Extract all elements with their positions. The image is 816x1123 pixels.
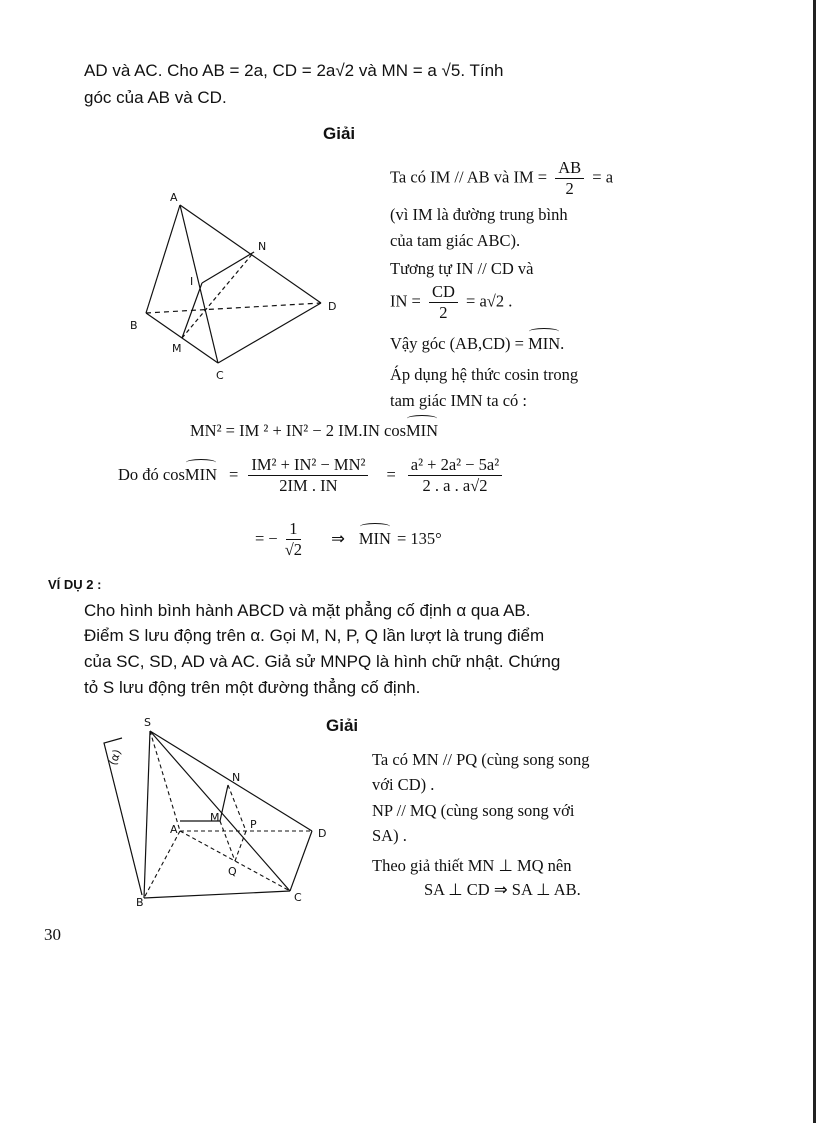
label-c: C <box>216 369 224 382</box>
frac-num: CD <box>429 282 458 303</box>
segment-pq-hidden <box>235 831 246 861</box>
segment-in <box>202 252 254 283</box>
edge-cd <box>218 303 321 363</box>
eq3-equals: = − <box>255 529 278 548</box>
label-i: I <box>190 275 194 288</box>
sol2-line-2: với CD) . <box>372 775 435 794</box>
solution-1-title: Giải <box>323 124 356 143</box>
sol1-text-6a: Vậy góc (AB,CD) = <box>390 334 524 353</box>
figure-1-tetrahedron <box>118 185 348 385</box>
sol1-text-5b: = a√2 . <box>466 291 513 311</box>
edge-bc <box>144 891 290 898</box>
label-b: B <box>130 319 138 332</box>
frac-num: IM² + IN² − MN² <box>248 455 368 476</box>
label-s: S <box>144 716 151 729</box>
frac-den: 2 <box>565 179 574 198</box>
eq2-equals: = <box>229 465 239 484</box>
sol2-line-3: NP // MQ (cùng song song với <box>372 801 575 820</box>
ex2-line-3: của SC, SD, AD và AC. Giả sử MNPQ là hình chữ nhật. Chứng <box>84 652 561 671</box>
edge-ac <box>180 205 218 363</box>
fraction-cos-formula <box>248 455 368 496</box>
label-m: M <box>210 811 220 824</box>
edge-sc <box>150 731 290 891</box>
label-p: P <box>250 818 257 831</box>
sol1-line-7: Áp dụng hệ thức cosin trong <box>390 365 579 384</box>
page-number: 30 <box>44 925 61 944</box>
equation-cosine-law <box>190 418 438 444</box>
label-q: Q <box>228 865 237 878</box>
frac-num: a² + 2a² − 5a² <box>408 455 502 476</box>
frac-num: AB <box>555 158 584 179</box>
sol2-line-4: SA) . <box>372 826 407 845</box>
sol1-line-8: tam giác IMN ta có : <box>390 391 527 410</box>
frac-den: √2 <box>284 539 303 559</box>
label-alpha: (α) <box>106 747 124 768</box>
frac-num: 1 <box>286 519 300 540</box>
eq2-prefix: Do đó cos <box>118 465 185 484</box>
intro-line-2: góc của AB và CD. <box>84 88 227 107</box>
fraction-one-over-root2 <box>282 519 305 560</box>
angle-min: MIN <box>406 418 438 444</box>
fraction-cd-over-2 <box>429 282 458 323</box>
sol1-line-2: (vì IM là đường trung bình <box>390 205 568 224</box>
intro-line-1: AD và AC. Cho AB = 2a, CD = 2a√2 và MN = a √5. Tính <box>84 61 504 80</box>
sol1-text-1-end: = a <box>592 167 614 187</box>
sol1-line-6: Vậy góc (AB,CD) = MIN. <box>390 331 564 357</box>
frac-den: 2 . a . a√2 <box>422 475 488 495</box>
label-a: A <box>170 191 178 204</box>
equation-result <box>255 514 442 564</box>
angle-min: MIN <box>528 331 560 357</box>
ex2-line-1: Cho hình bình hành ABCD và mặt phẳng cố định α qua AB. <box>84 601 531 620</box>
label-n: N <box>258 240 267 253</box>
sol1-line-4: Tương tự IN // CD và <box>390 259 534 278</box>
segment-mq-hidden <box>220 821 235 861</box>
frac-den: 2 <box>439 303 448 322</box>
eq1-text: MN² = IM ² + IN² − 2 IM.IN cos <box>190 421 406 440</box>
edge-cd <box>290 831 312 891</box>
sol2-line-6: SA ⊥ CD ⇒ SA ⊥ AB. <box>424 880 581 899</box>
sol2-line-1: Ta có MN // PQ (cùng song song <box>372 750 590 769</box>
sol2-line-5: Theo giả thiết MN ⊥ MQ nên <box>372 856 572 875</box>
label-d: D <box>328 300 337 313</box>
edge-ab-hidden <box>144 831 180 898</box>
edge-ab <box>146 205 180 313</box>
solution-2-title: Giải <box>326 716 359 735</box>
eq2-equals-2: = <box>386 465 396 484</box>
label-m: M <box>172 342 182 355</box>
angle-min: MIN <box>359 526 391 552</box>
label-a: A <box>170 823 178 836</box>
label-c: C <box>294 891 302 904</box>
sol1-text-5a: IN = <box>390 291 421 311</box>
angle-min: MIN <box>185 462 217 488</box>
sol1-text-1: Ta có IM // AB và IM = <box>390 167 548 187</box>
edge-bd-hidden <box>146 303 321 313</box>
sol1-line-3: của tam giác ABC). <box>390 231 521 250</box>
fraction-cos-values <box>408 455 502 496</box>
sol1-line-5 <box>390 282 512 323</box>
edge-sa-hidden <box>150 731 180 831</box>
ex2-line-2: Điểm S lưu động trên α. Gọi M, N, P, Q lần lượt là trung điểm <box>84 626 545 645</box>
label-n: N <box>232 771 241 784</box>
figure-2-pyramid <box>100 713 350 908</box>
label-b: B <box>136 896 144 908</box>
edge-sd <box>150 731 312 831</box>
equation-cos-min <box>118 450 658 500</box>
implies-arrow: ⇒ <box>331 529 345 548</box>
sol1-line-1 <box>390 158 650 199</box>
fraction-ab-over-2 <box>555 158 584 199</box>
eq3-value: = 135° <box>396 529 442 548</box>
frac-den: 2IM . IN <box>279 475 338 495</box>
edge-sb <box>144 731 150 898</box>
segment-mn-hidden <box>182 252 254 338</box>
ex2-line-4: tỏ S lưu động trên một đường thẳng cố định. <box>84 678 421 697</box>
label-d: D <box>318 827 327 840</box>
example-2-heading: VÍ DỤ 2 : <box>48 577 102 592</box>
